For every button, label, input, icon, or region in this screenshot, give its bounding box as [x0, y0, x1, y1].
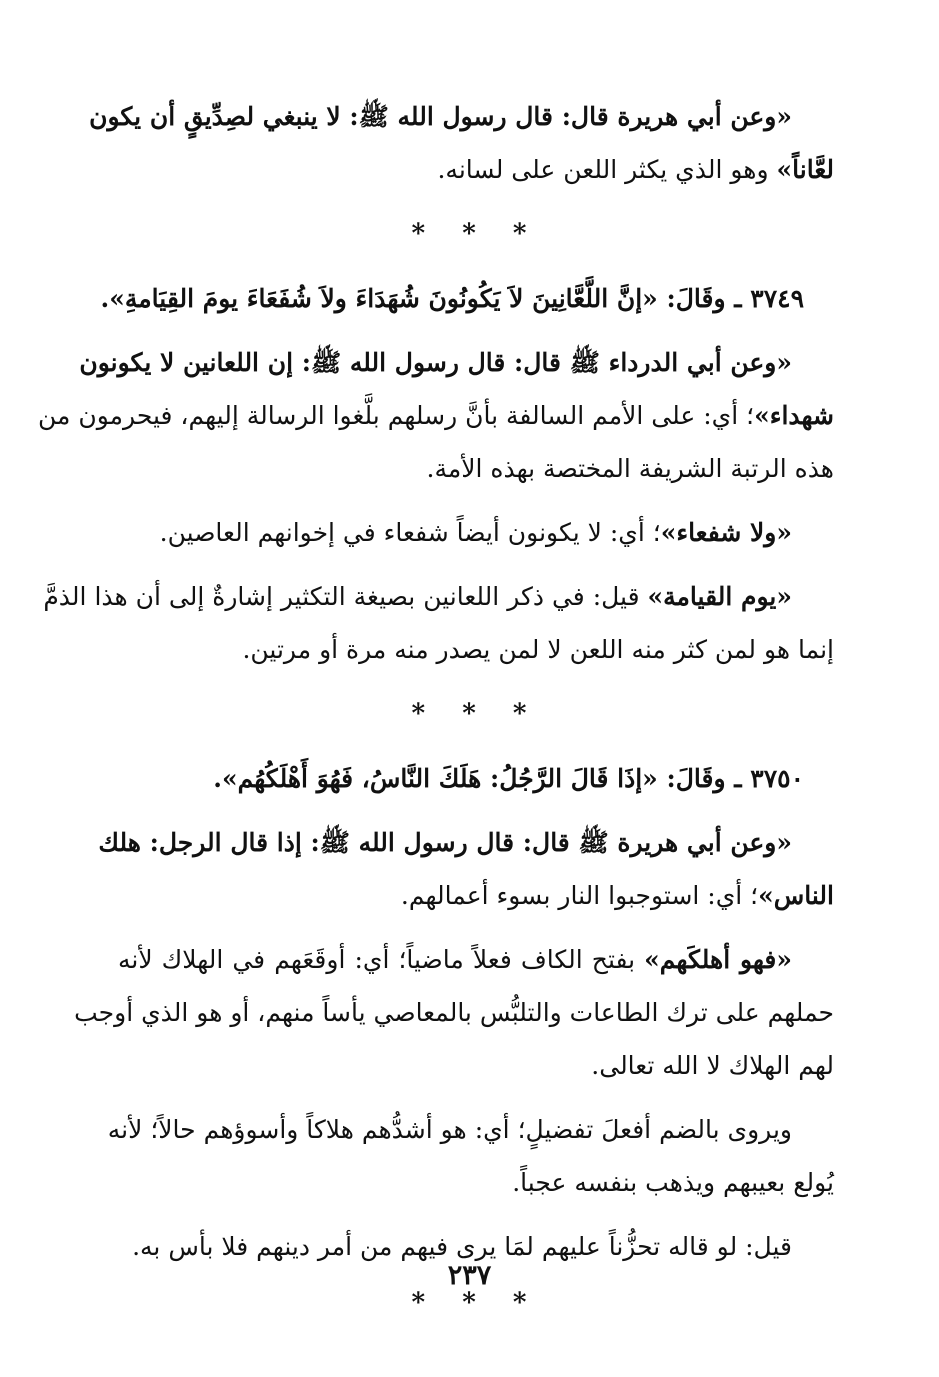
- hadith-quote: «فهو أهلكَهم»: [644, 945, 792, 974]
- hadith-text-line: «وعن أبي الدرداء ﷺ قال: قال رسول الله ﷺ: إن اللعانين لا يكونون: [79, 348, 792, 377]
- commentary-line: [38, 389, 834, 442]
- section-separator: * * *: [411, 219, 541, 249]
- section-separator: * * *: [411, 1288, 541, 1318]
- hadith-quote: لعَّاناً»: [776, 155, 834, 184]
- page-number: ٢٣٧: [447, 1260, 492, 1291]
- commentary-line: إنما هو لمن كثر منه اللعن لا لمن يصدر منه مرة أو مرتين.: [242, 635, 834, 664]
- commentary-text: ؛ أي: لا يكونون أيضاً شفعاء في إخوانهم العاصين.: [159, 518, 661, 547]
- commentary-line: يُولع بعيبهم ويذهب بنفسه عجباً.: [512, 1168, 834, 1197]
- page-body: [38, 90, 834, 1333]
- hadith-text-line: «وعن أبي هريرة ﷺ قال: قال رسول الله ﷺ: إذا قال الرجل: هلك: [98, 828, 792, 857]
- hadith-heading-3750: ٣٧٥٠ ـ وقَالَ: «إذَا قَالَ الرَّجُلُ: هَلَكَ النَّاسُ، فَهُوَ أَهْلَكُهُم».: [213, 764, 804, 793]
- hadith-quote: «ولا شفعاء»: [660, 518, 792, 547]
- commentary-line: [118, 506, 834, 559]
- commentary-line: قيل: لو قاله تحزُّناً عليهم لمَا يرى فيهم من أمر دينهم فلا بأس به.: [132, 1232, 792, 1261]
- commentary-text: ؛ أي: استوجبوا النار بسوء أعمالهم.: [400, 881, 759, 910]
- commentary-text: وهو الذي يكثر اللعن على لسانه.: [437, 155, 777, 184]
- commentary-line: [118, 933, 834, 986]
- commentary-line: [43, 570, 834, 623]
- commentary-line: ويروى بالضم أفعلَ تفضيلٍ؛ أي: هو أشدُّهم هلاكاً وأسوؤهم حالاً؛ لأنه: [107, 1115, 792, 1144]
- section-separator: * * *: [411, 699, 541, 729]
- commentary-line: هذه الرتبة الشريفة المختصة بهذه الأمة.: [426, 454, 834, 483]
- hadith-text-line: «وعن أبي هريرة قال: قال رسول الله ﷺ: لا ينبغي لصِدِّيقٍ أن يكون: [89, 102, 792, 131]
- hadith-quote: شهداء»: [754, 401, 834, 430]
- commentary-line: لهم الهلاك لا الله تعالى.: [591, 1051, 834, 1080]
- commentary-text: بفتح الكاف فعلاً ماضياً؛ أي: أوقَعَهم في الهلاك لأنه: [118, 945, 645, 974]
- hadith-quote: الناس»: [758, 881, 834, 910]
- hadith-quote: «يوم القيامة»: [647, 582, 792, 611]
- commentary-text: قيل: في ذكر اللعانين بصيغة التكثير إشارةٌ إلى أن هذا الذمَّ: [43, 582, 648, 611]
- commentary-line: [118, 869, 834, 922]
- commentary-line: [118, 143, 834, 196]
- commentary-line: حملهم على ترك الطاعات والتلبُّس بالمعاصي يأساً منهم، أو هو الذي أوجب: [74, 998, 834, 1027]
- commentary-text: ؛ أي: على الأمم السالفة بأنَّ رسلهم بلَّغوا الرسالة إليهم، فيحرمون من: [38, 401, 755, 430]
- hadith-heading-3749: ٣٧٤٩ ـ وقَالَ: «إنَّ اللَّعَّانِينَ لاَ يَكُونُونَ شُهَدَاءَ ولاَ شُفَعَاءَ يومَ القِيَامةِ».: [100, 284, 804, 313]
